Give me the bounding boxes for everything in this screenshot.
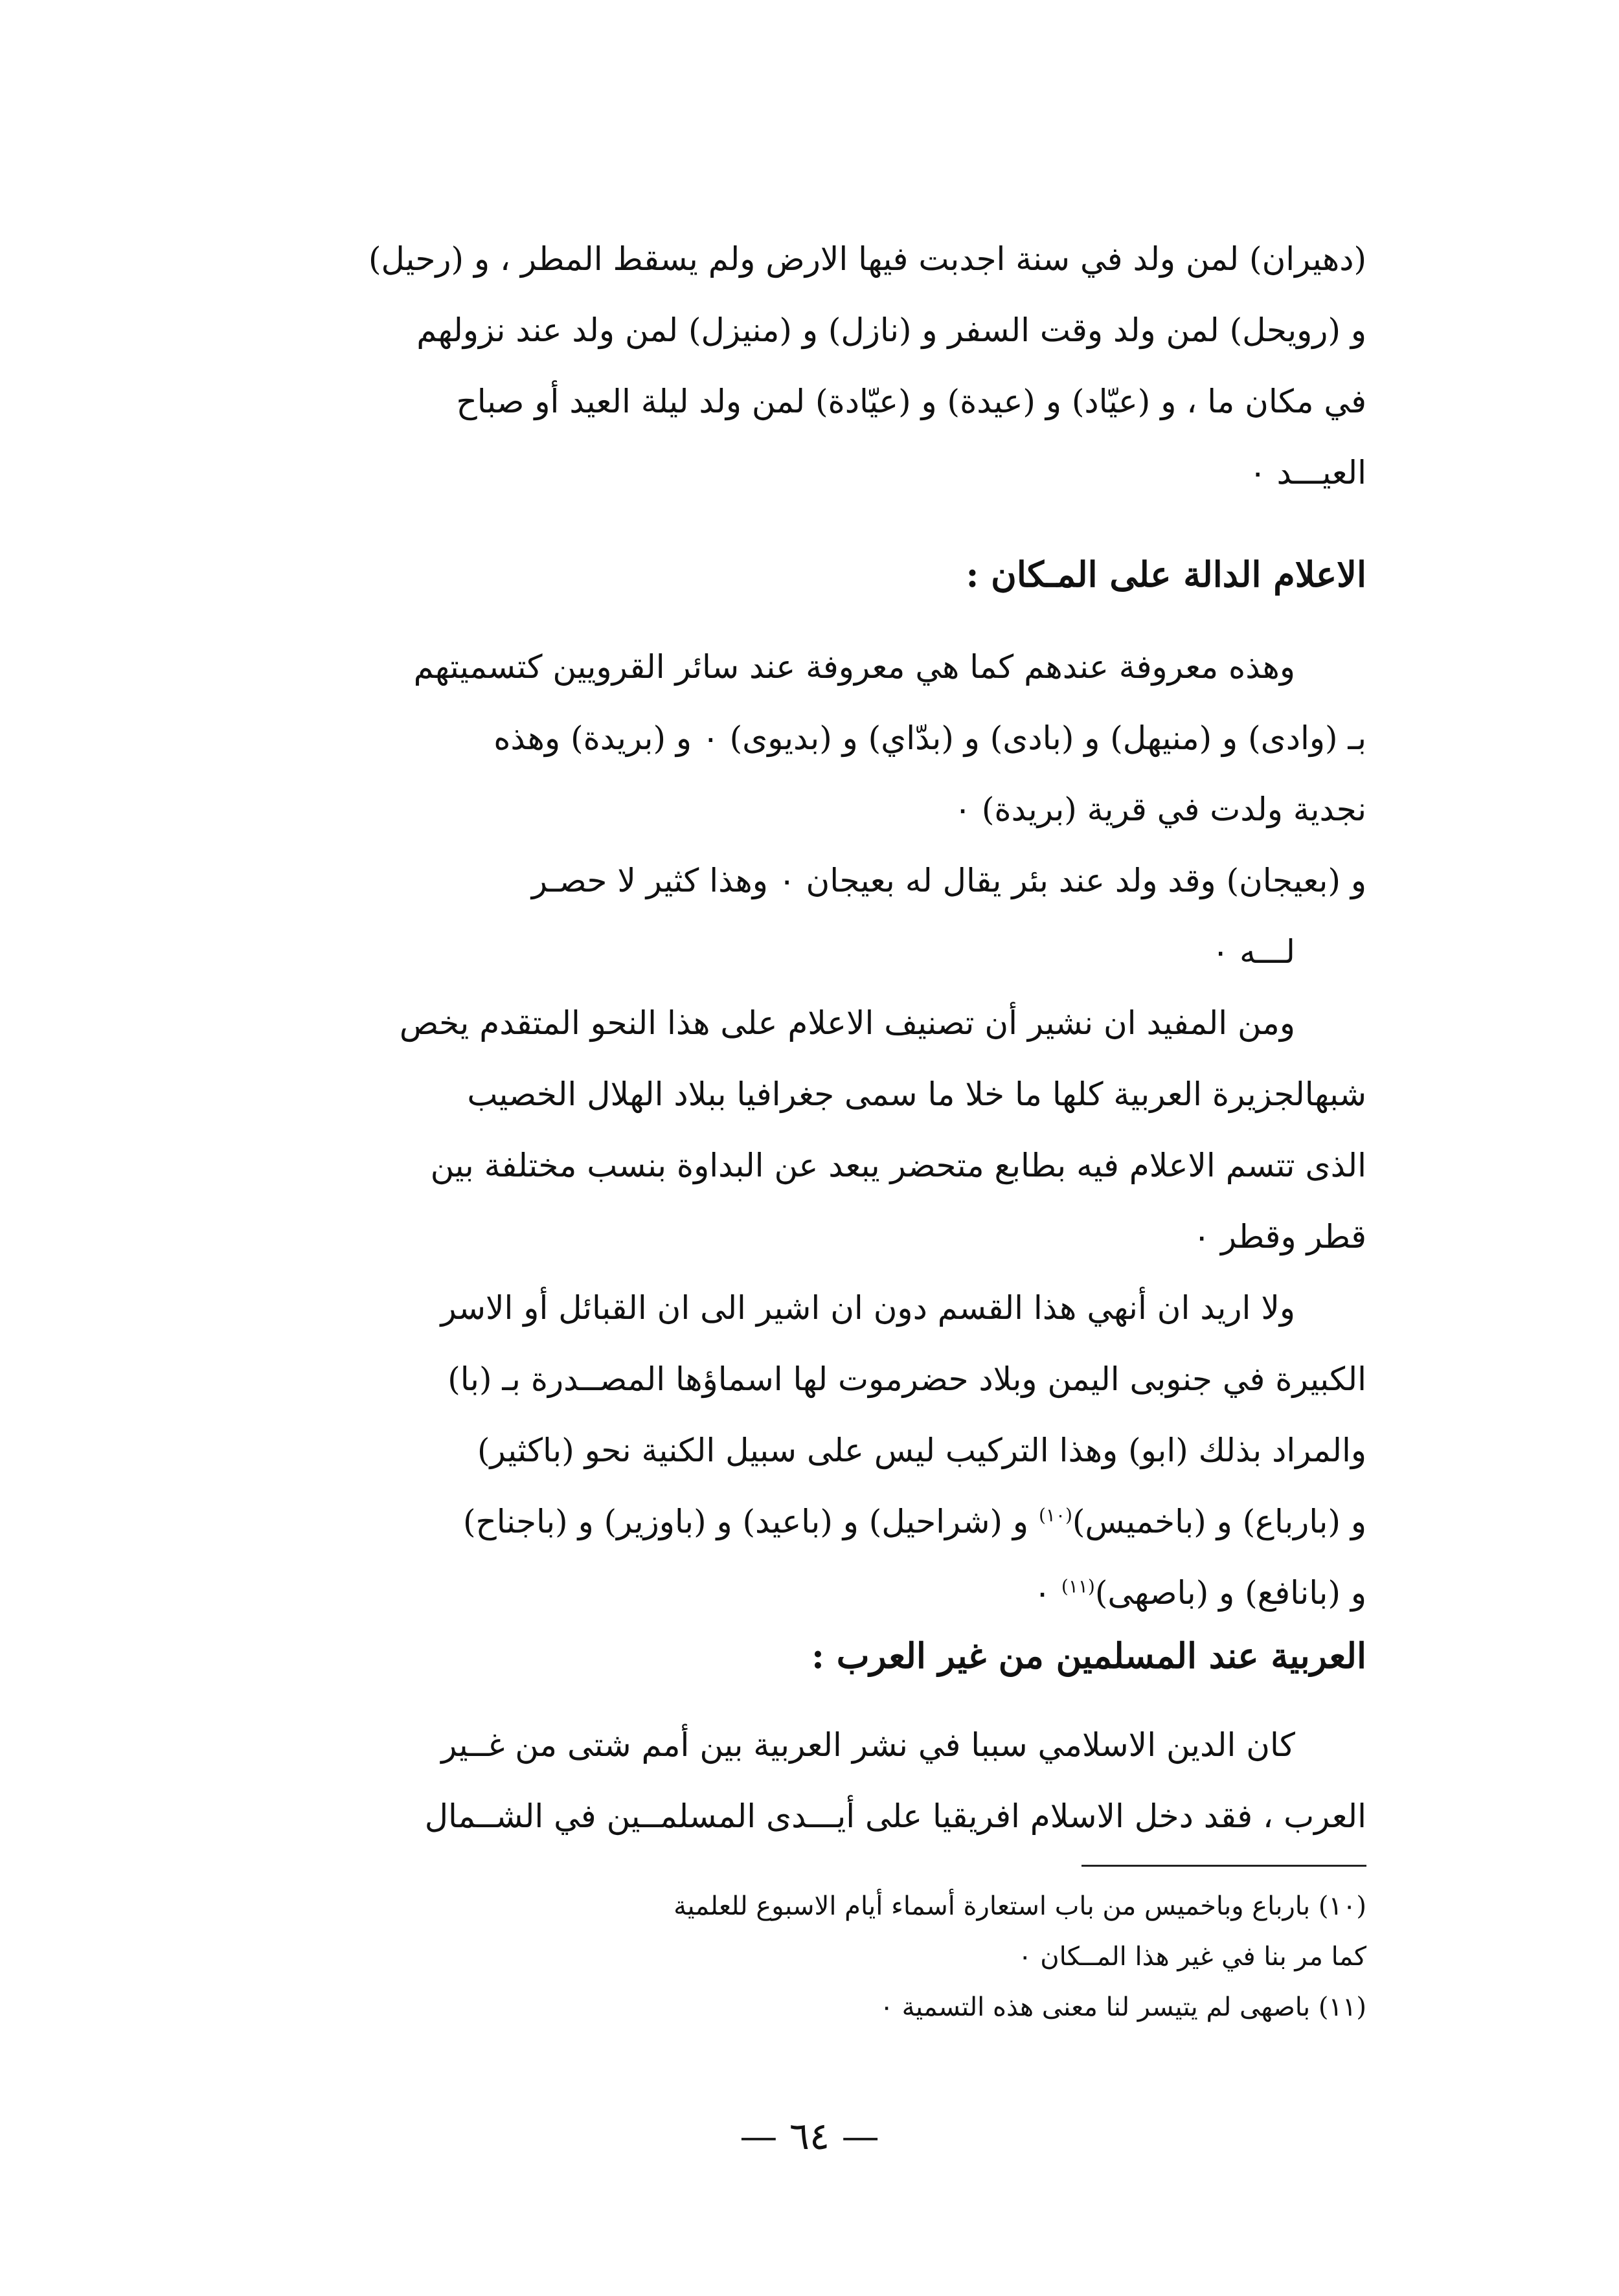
text-segment: و (بارباع) و (باخميس) (1072, 1503, 1366, 1540)
text-line (278, 1486, 1366, 1557)
footnote-ref-10: (١٠) (1038, 1504, 1072, 1526)
page-number: — ٦٤ — (740, 2114, 879, 2158)
footnotes (278, 1881, 1366, 2032)
text-line: العيـــد ٠ (1249, 454, 1366, 491)
text-line: شبهالجزيرة العربية كلها ما خلا ما سمى جغرافيا ببلاد الهلال الخصيب (467, 1075, 1366, 1113)
text-line: (دهيران) لمن ولد في سنة اجدبت فيها الارض ولم يسقط المطر ، و (رحيل) (368, 240, 1366, 278)
text-line: بـ (وادى) و (منيهل) و (بادى) و (بدّاي) و (بديوى) ٠ و (بريدة) وهذه (493, 719, 1366, 757)
footnote-11: (١١) باصهى لم يتيسر لنا معنى هذه التسمية ٠ (879, 1992, 1366, 2022)
text-line: وهذه معروفة عندهم كما هي معروفة عند سائر القرويين كتسميتهم (413, 648, 1295, 686)
section-heading-arabic-non-arabs: العربية عند المسلمين من غير العرب : (811, 1635, 1366, 1676)
top-paragraph (278, 223, 1366, 508)
footnote-ref-11: (١١) (1061, 1575, 1095, 1597)
text-segment: ٠ (1034, 1574, 1061, 1612)
section2-body (278, 1709, 1366, 1852)
text-line: قطر وقطر ٠ (1193, 1218, 1366, 1255)
text-line: كان الدين الاسلامي سببا في نشر العربية بين أمم شتى من غــير (441, 1726, 1295, 1764)
text-line: و (بعيجان) وقد ولد عند بئر يقال له بعيجان ٠ وهذا كثير لا حصـر (531, 862, 1366, 899)
text-line: نجدية ولدت في قرية (بريدة) ٠ (954, 791, 1366, 828)
text-line (278, 1557, 1366, 1628)
text-line: العرب ، فقد دخل الاسلام افريقيا على أيـــدى المسلمــين في الشــمال (424, 1797, 1366, 1835)
footnote-divider (1081, 1865, 1366, 1867)
text-line: ومن المفيد ان نشير أن تصنيف الاعلام على هذا النحو المتقدم يخص (399, 1004, 1295, 1042)
text-segment: و (بانافع) و (باصهى) (1094, 1574, 1366, 1612)
text-segment: و (شراحيل) و (باعيد) و (باوزير) و (باجناح) (463, 1503, 1039, 1540)
text-line: الكبيرة في جنوبى اليمن وبلاد حضرموت لها اسماؤها المصــدرة بـ (با) (447, 1360, 1366, 1398)
text-line: لـــه ٠ (1212, 933, 1295, 971)
text-line: الذى تتسم الاعلام فيه بطابع متحضر يبعد عن البداوة بنسب مختلفة بين (430, 1147, 1366, 1184)
footnote-10: (١٠) بارباع وباخميس من باب استعارة أسماء أيام الاسبوع للعلمية (674, 1891, 1366, 1921)
text-line: في مكان ما ، و (عيّاد) و (عيدة) و (عيّادة) لمن ولد ليلة العيد أو صباح (456, 383, 1366, 420)
section1-body (278, 631, 1366, 1628)
text-line: و (رويحل) لمن ولد وقت السفر و (نازل) و (منيزل) لمن ولد عند نزولهم (416, 311, 1366, 349)
footnote-10-continued: كما مر بنا في غير هذا المــكان ٠ (1018, 1942, 1366, 1972)
text-line: ولا اريد ان أنهي هذا القسم دون ان اشير الى ان القبائل أو الاسر (440, 1289, 1295, 1327)
section-heading-place-names: الاعلام الدالة على المـكان : (966, 554, 1366, 595)
text-line: والمراد بذلك (ابو) وهذا التركيب ليس على سبيل الكنية نحو (باكثير) (477, 1432, 1366, 1469)
